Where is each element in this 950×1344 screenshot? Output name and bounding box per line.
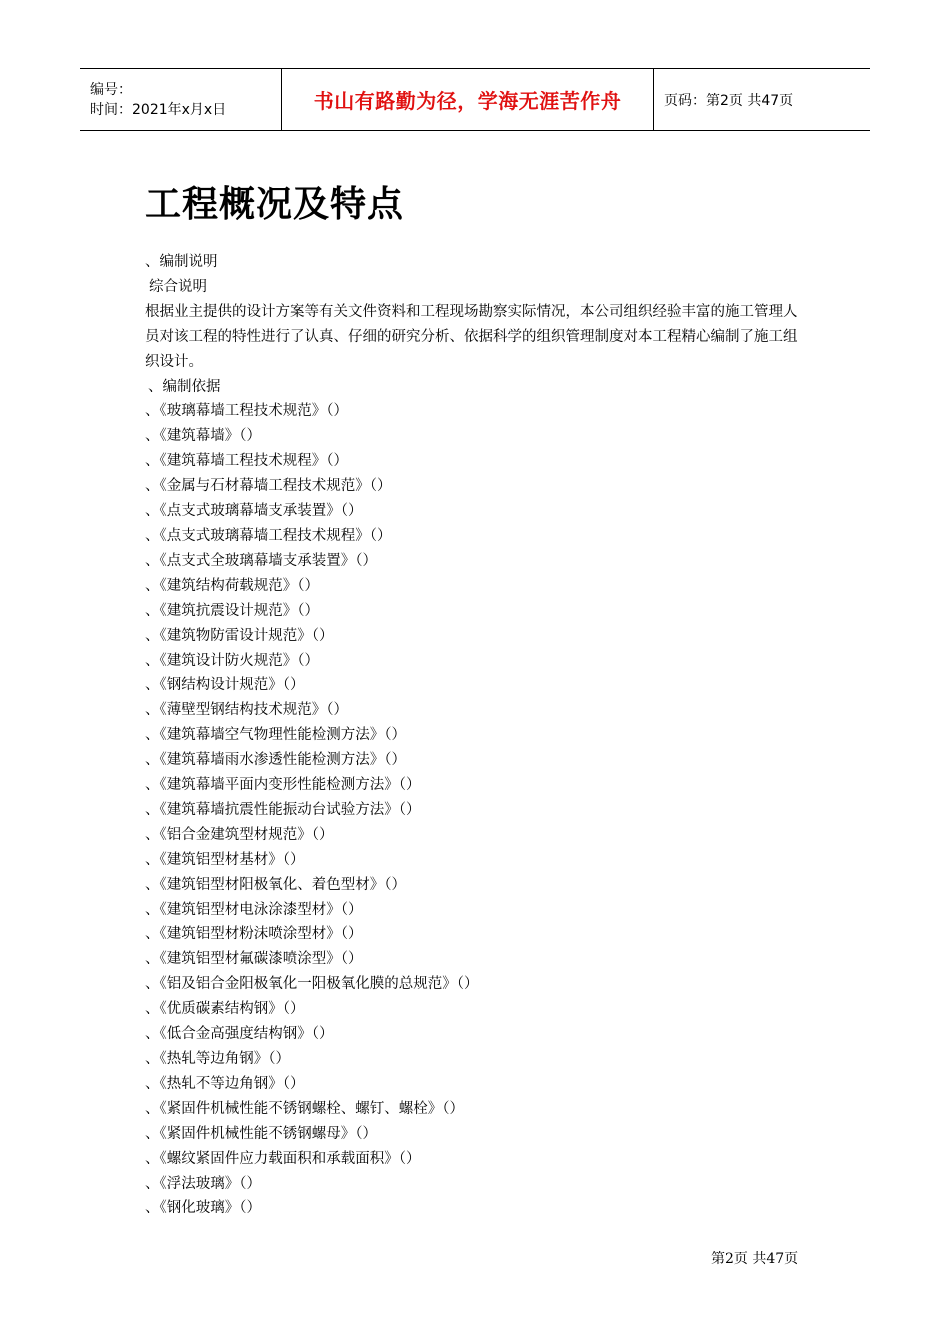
section-heading-compilation-basis: 、编制依据 (148, 378, 221, 395)
reference-list-item: 、《建筑幕墙空气物理性能检测方法》（） (145, 727, 406, 744)
reference-list-item: 、《建筑设计防火规范》（） (145, 652, 319, 669)
reference-list-item: 、《建筑结构荷载规范》（） (145, 577, 319, 594)
reference-list-item: 、《点支式玻璃幕墙支承装置》（） (145, 503, 363, 520)
document-time-label: 时间：2021年x月x日 (90, 101, 227, 118)
section-heading-compilation-notes: 、编制说明 (145, 254, 218, 270)
reference-list-item: 、《建筑幕墙雨水渗透性能检测方法》（） (145, 752, 406, 769)
reference-list-item: 、《建筑幕墙》（） (145, 428, 261, 445)
reference-list-item: 、《钢结构设计规范》（） (145, 677, 305, 694)
page-title: 工程概况及特点 (145, 184, 405, 225)
body-paragraph: 根据业主提供的设计方案等有关文件资料和工程现场勘察实际情况，本公司组织经验丰富的施工管理人员对该工程的特性进行了认真、仔细的研究分析、依据科学的组织管理制度对本工程精心编制了施工组织设计。 (145, 303, 798, 370)
reference-list-item: 、《优质碳素结构钢》（） (145, 1001, 305, 1018)
reference-list-item: 、《建筑铝型材阳极氧化、着色型材》（） (145, 876, 406, 893)
page-footer: 第2页 共47页 (711, 1251, 799, 1267)
reference-list-item: 、《铝及铝合金阳极氧化一阳极氧化膜的总规范》（） (145, 976, 479, 993)
header-motto: 书山有路勤为径，学海无涯苦作舟 (281, 69, 654, 130)
reference-list-item: 、《金属与石材幕墙工程技术规范》（） (145, 478, 392, 495)
reference-list-item: 、《点支式全玻璃幕墙支承装置》（） (145, 552, 377, 569)
reference-list-item: 、《建筑铝型材氟碳漆喷涂型》（） (145, 951, 363, 968)
reference-list-item: 、《薄壁型钢结构技术规范》（） (145, 702, 348, 719)
document-number-label: 编号： (90, 81, 132, 98)
reference-list-item: 、《建筑幕墙工程技术规程》（） (145, 453, 348, 470)
reference-list-item: 、《建筑物防雷设计规范》（） (145, 627, 334, 644)
reference-list-item: 、《铝合金建筑型材规范》（） (145, 826, 334, 843)
reference-list (145, 399, 810, 1221)
reference-list-item: 、《玻璃幕墙工程技术规范》（） (145, 403, 348, 420)
page-header (80, 68, 870, 131)
reference-list-item: 、《低合金高强度结构钢》（） (145, 1026, 334, 1043)
reference-list-item: 、《点支式玻璃幕墙工程技术规程》（） (145, 527, 392, 544)
header-page-info: 页码：第2页 共47页 (664, 92, 794, 109)
reference-list-item: 、《建筑幕墙平面内变形性能检测方法》（） (145, 777, 421, 794)
reference-list-item: 、《建筑铝型材基材》（） (145, 851, 305, 868)
reference-list-item: 、《建筑抗震设计规范》（） (145, 602, 319, 619)
reference-list-item: 、《紧固件机械性能不锈钢螺母》（） (145, 1125, 377, 1142)
subsection-heading-general-notes: 综合说明 (149, 278, 207, 295)
reference-list-item: 、《建筑铝型材粉沫喷涂型材》（） (145, 926, 363, 943)
reference-list-item: 、《热轧不等边角钢》（） (145, 1075, 305, 1092)
reference-list-item: 、《浮法玻璃》（） (145, 1175, 261, 1192)
reference-list-item: 、《螺纹紧固件应力载面积和承载面积》（） (145, 1150, 421, 1167)
reference-list-item: 、《钢化玻璃》（） (145, 1200, 261, 1217)
header-meta (80, 69, 281, 130)
document-body (145, 250, 810, 1221)
reference-list-item: 、《建筑铝型材电泳涂漆型材》（） (145, 901, 363, 918)
reference-list-item: 、《热轧等边角钢》（） (145, 1051, 290, 1067)
reference-list-item: 、《紧固件机械性能不锈钢螺栓、螺钉、螺栓》（） (145, 1100, 464, 1117)
reference-list-item: 、《建筑幕墙抗震性能振动台试验方法》（） (145, 801, 421, 818)
